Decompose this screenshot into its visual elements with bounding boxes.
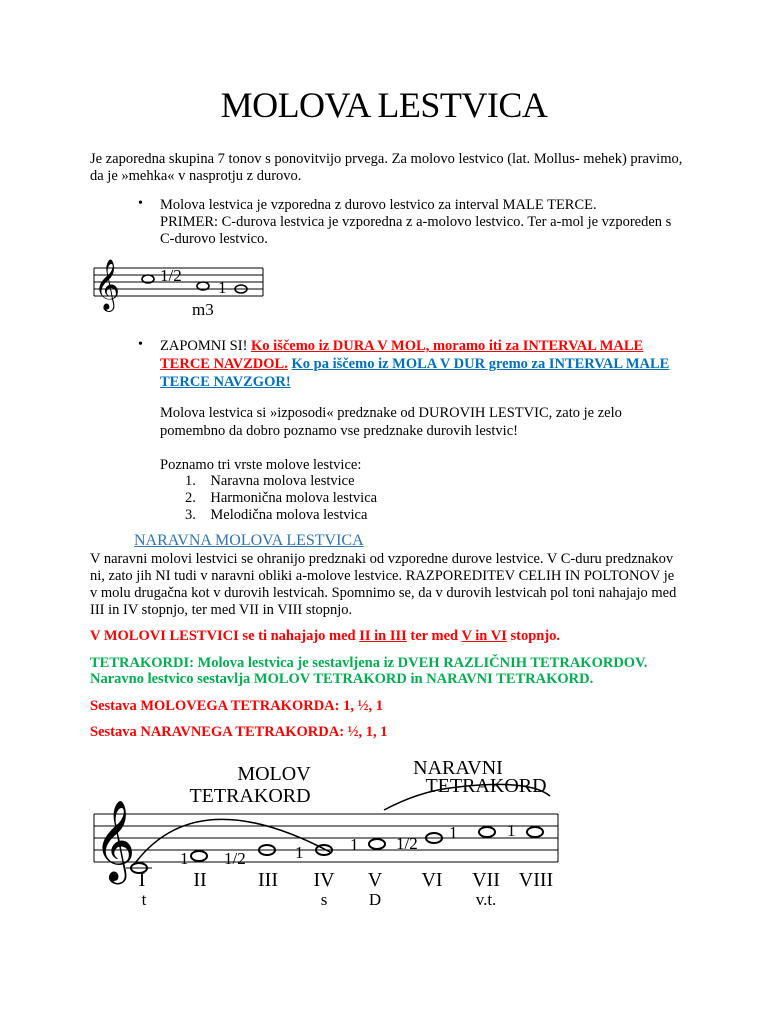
degree-4: IV	[313, 869, 335, 891]
step-3: 1	[295, 843, 304, 862]
step-7: 1	[507, 821, 516, 840]
treble-clef-icon: 𝄞	[94, 803, 136, 880]
types-item-3: 3. Melodična molova lestvica	[185, 507, 368, 523]
note-a-high	[527, 827, 543, 837]
naravni-label-2: TETRAKORD	[425, 775, 547, 797]
rule-line: V MOLOVI LESTVICI se ti nahajajo med II in III ter med V in VI stopnjo.	[90, 628, 561, 644]
bullet1-line1: Molova lestvica je vzporedna z durovo lestvico za interval MALE TERCE.	[160, 197, 597, 213]
degree-5: V	[367, 869, 383, 891]
bullet-dot: •	[138, 196, 143, 211]
sestava-naravni: Sestava NARAVNEGA TETRAKORDA: ½, 1, 1	[90, 724, 388, 740]
step-6: 1	[449, 823, 458, 842]
bullet2-line3	[160, 374, 291, 391]
section-line1: V naravni molovi lestvici se ohranijo predznaki od vzporedne durove lestvice. V C-duru predznakov	[90, 551, 674, 567]
page-title: MOLOVA LESTVICA	[220, 85, 548, 125]
tetra-line1: TETRAKORDI: Molova lestvica je sestavljena iz DVEH RAZLIČNIH TETRAKORDOV.	[90, 655, 648, 671]
intro-line1: Je zaporedna skupina 7 tonov s ponovitvijo prvega. Za molovo lestvico (lat. Mollus- mehek) pravimo,	[90, 151, 683, 167]
section-line3: v molu drugačna kot v durovih lestvicah. Spomnimo se, da v durovih lestvicah pol toni nahajajo med	[90, 585, 677, 601]
intro-line2: da je »mehka« v nasprotju z durovo.	[90, 168, 302, 184]
bullet-dot: •	[138, 337, 143, 352]
bullet1-line3: C-durovo lestvico.	[160, 231, 268, 247]
bullet2-line2	[160, 356, 740, 373]
bullet2-blue1: Ko pa iščemo iz MOLA V DUR gremo za INTERVAL MALE	[291, 356, 670, 372]
treble-clef-icon: 𝄞	[94, 260, 121, 309]
types-item-1: 1. Naravna molova lestvice	[185, 473, 355, 489]
degree-2: II	[193, 869, 207, 891]
note-b	[191, 851, 207, 861]
naravni-label-1: NARAVNI	[413, 757, 503, 779]
step-4: 1	[350, 835, 359, 854]
types-intro: Poznamo tri vrste molove lestvice:	[160, 457, 362, 473]
section-line4: III in IV stopnjo, ter med VII in VIII stopnjo.	[90, 602, 353, 618]
degree-8: VIII	[518, 869, 554, 891]
degree-6: VI	[421, 869, 443, 891]
borrow-line2: pomembno da dobro poznamo vse predznake durovih lestvic!	[160, 423, 518, 439]
staff1-step2: 1	[218, 278, 227, 297]
degree-7: VII	[472, 869, 500, 891]
bullet2-line1	[160, 338, 720, 355]
molov-label-2: TETRAKORD	[189, 785, 311, 807]
tetra-line2: Naravno lestvico sestavlja MOLOV TETRAKORD in NARAVNI TETRAKORD.	[90, 671, 594, 687]
types-item-2: 2. Harmonična molova lestvica	[185, 490, 378, 506]
step-2: 1/2	[224, 849, 246, 868]
sestava-molov: Sestava MOLOVEGA TETRAKORDA: 1, ½, 1	[90, 698, 383, 714]
degree-1: I	[138, 869, 146, 891]
bullet1-line2: PRIMER: C-durova lestvica je vzporedna z a-molovo lestvico. Ter a-mol je vzporeden s	[160, 214, 672, 230]
staff1-step1: 1/2	[160, 266, 182, 285]
note-g	[479, 827, 495, 837]
step-1: 1	[180, 849, 189, 868]
step-5: 1/2	[396, 834, 418, 853]
staff-example-1	[88, 255, 268, 320]
bullet2-blue2: TERCE NAVZGOR!	[160, 374, 291, 390]
section-line2: ni, zato jih NI tudi v naravni obliki a-molove lestvice. RAZPOREDITEV CELIH IN POLTONOV je	[90, 568, 675, 584]
function-vt: v.t.	[475, 890, 497, 909]
note-e	[369, 839, 385, 849]
borrow-line1: Molova lestvica si »izposodi« predznake od DUROVIH LESTVIC, zato je zelo	[160, 405, 622, 421]
function-s: s	[320, 890, 328, 909]
section-heading: NARAVNA MOLOVA LESTVICA	[134, 532, 364, 549]
function-t: t	[141, 890, 147, 909]
degree-3: III	[258, 869, 278, 891]
staff1-interval: m3	[192, 300, 214, 319]
molov-label-1: MOLOV	[237, 763, 311, 785]
bullet2-red1: Ko iščemo iz DURA V MOL, moramo iti za INTERVAL MALE	[251, 338, 644, 354]
bullet2-lead: ZAPOMNI SI!	[160, 338, 252, 354]
staff-example-2	[88, 752, 568, 912]
function-d: D	[368, 890, 382, 909]
bullet2-red2: TERCE NAVZDOL.	[160, 356, 288, 372]
